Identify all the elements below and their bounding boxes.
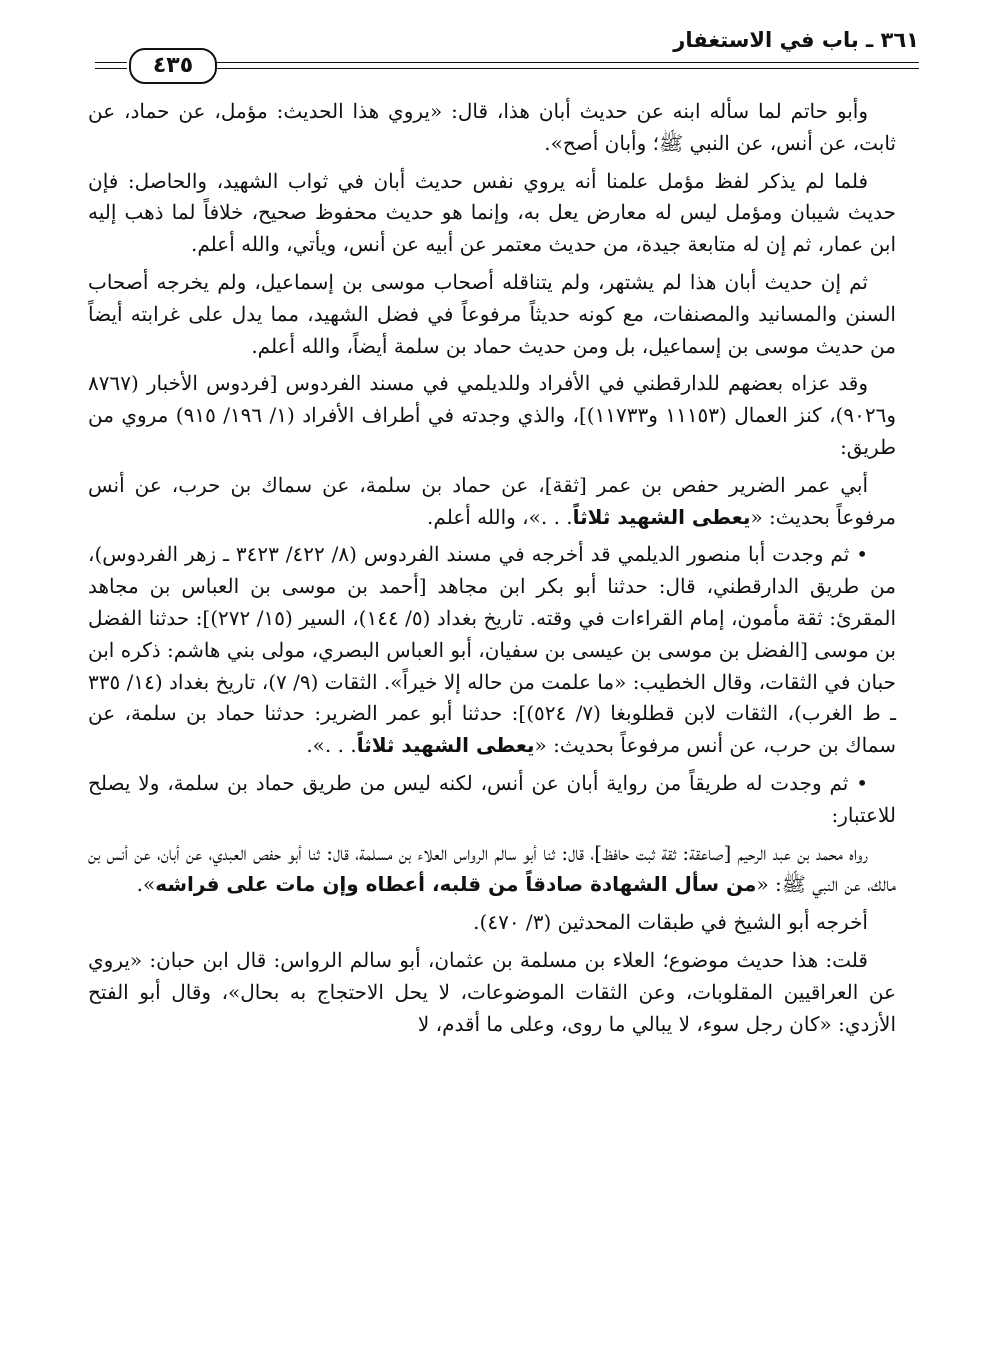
paragraph-1: وأبو حاتم لما سأله ابنه عن حديث أبان هذا، قال: «يروي هذا الحديث: مؤمل، عن حماد، عن ثابت، عن أنس، عن النبي ﷺ؛ وأبان أصح». bbox=[88, 99, 896, 155]
hadith-quote: من سأل الشهادة صادقاً من قلبه، أعطاه وإن مات على فراشه bbox=[155, 872, 757, 897]
paragraph-8: رواه محمد بن عبد الرحيم [صاعقة: ثقة ثبت حافظ]، قال: ثنا أبو سالم الرواس العلاء بن مسلمة، قال: ثنا أبو حفص العبدي، عن أبان، عن أنس بن مالك، عن النبي ﷺ: «من سأل الشهادة صادقاً من قلبه، أعطاه وإن مات على فراشه». bbox=[88, 840, 896, 897]
main-text bbox=[88, 96, 896, 1046]
header-rule-left-bottom bbox=[95, 68, 127, 69]
paragraph-5: أبي عمر الضرير حفص بن عمر [ثقة]، عن حماد بن سلمة، عن سماك بن حرب، عن أنس مرفوعاً بحديث: «يعطى الشهيد ثلاثاً. . .»، والله أعلم. bbox=[88, 472, 896, 529]
hadith-quote: يعطى الشهيد ثلاثاً bbox=[572, 504, 751, 529]
paragraph-4: وقد عزاه بعضهم للدارقطني في الأفراد وللديلمي في مسند الفردوس [فردوس الأخبار (٨٧٦٧ و٩٠٢٦)، كنز العمال (١١١٥٣ و١١٧٣٣)]، والذي وجدته في أطراف الأفراد (١/ ١٩٦/ ٩١٥) مروي من طريق: bbox=[88, 371, 896, 459]
header-rule-right-bottom bbox=[215, 68, 919, 69]
hadith-quote: يعطى الشهيد ثلاثاً bbox=[356, 733, 535, 758]
page-number: ٤٣٥ bbox=[152, 53, 194, 78]
paragraph-3: ثم إن حديث أبان هذا لم يشتهر، ولم يتناقله أصحاب موسى بن إسماعيل، ولم يخرجه أصحاب السنن والمسانيد والمصنفات، مع كونه حديثاً مرفوعاً في فضل الشهيد، مما يدل على غرابته أيضاً من حديث موسى بن إسماعيل، بل ومن حديث حماد بن سلمة أيضاً، والله أعلم. bbox=[88, 269, 896, 358]
running-title: ٣٦١ ـ باب في الاستغفار bbox=[673, 28, 919, 52]
paragraph-2: فلما لم يذكر لفظ مؤمل علمنا أنه يروي نفس حديث أبان في ثواب الشهيد، والحاصل: فإن حديث شيبان ومؤمل ليس له معارض يعل به، وإنما هو حديث محفوظ صحيح، خلافاً لما ذهب إليه ابن عمار، ثم إن له متابعة جيدة، من حديث معتمر عن أبيه عن أنس، ويأتي، والله أعلم. bbox=[88, 168, 896, 257]
page-header bbox=[95, 28, 919, 78]
header-rule-left-top bbox=[95, 62, 127, 63]
paragraph-6: • ثم وجدت أبا منصور الديلمي قد أخرجه في مسند الفردوس (٨/ ٤٢٢/ ٣٤٢٣ ـ زهر الفردوس)، من طريق الدارقطني، قال: حدثنا أبو بكر ابن مجاهد [أحمد بن موسى بن العباس بن مجاهد المقرئ: ثقة مأمون، إمام القراءات في وقته. تاريخ بغداد (٥/ ١٤٤)، السير (١٥/ ٢٧٢)]: حدثنا الفضل بن موسى [الفضل بن موسى بن عيسى بن سفيان، أبو العباس البصري، مولى بني هاشم: ذكره ابن حبان في الثقات، وقال الخطيب: «ما علمت من حاله إلا خيراً». الثقات (٩/ ٧)، تاريخ بغداد (١٤/ ٣٣٥ ـ ط الغرب)، الثقات لابن قطلوبغا (٧/ ٥٢٤)]: حدثنا أبو عمر الضرير: حدثنا حماد بن سلمة، عن سماك بن حرب، عن أنس مرفوعاً بحديث: «يعطى الشهيد ثلاثاً. . .». bbox=[88, 542, 896, 758]
header-rule-right-top bbox=[215, 62, 919, 63]
paragraph-7: • ثم وجدت له طريقاً من رواية أبان عن أنس، لكنه ليس من طريق حماد بن سلمة، ولا يصلح للاعتبار: bbox=[88, 770, 896, 827]
paragraph-10: قلت: هذا حديث موضوع؛ العلاء بن مسلمة بن عثمان، أبو سالم الرواس: قال ابن حبان: «يروي عن العراقيين المقلوبات، وعن الثقات الموضوعات، لا يحل الاحتجاج به بحال»، وقال أبو الفتح الأزدي: «كان رجل سوء، لا يبالي ما روى، وعلى ما أقدم، لا bbox=[88, 947, 896, 1036]
paragraph-9: أخرجه أبو الشيخ في طبقات المحدثين (٣/ ٤٧٠). bbox=[473, 910, 868, 935]
page-number-frame bbox=[129, 48, 217, 84]
